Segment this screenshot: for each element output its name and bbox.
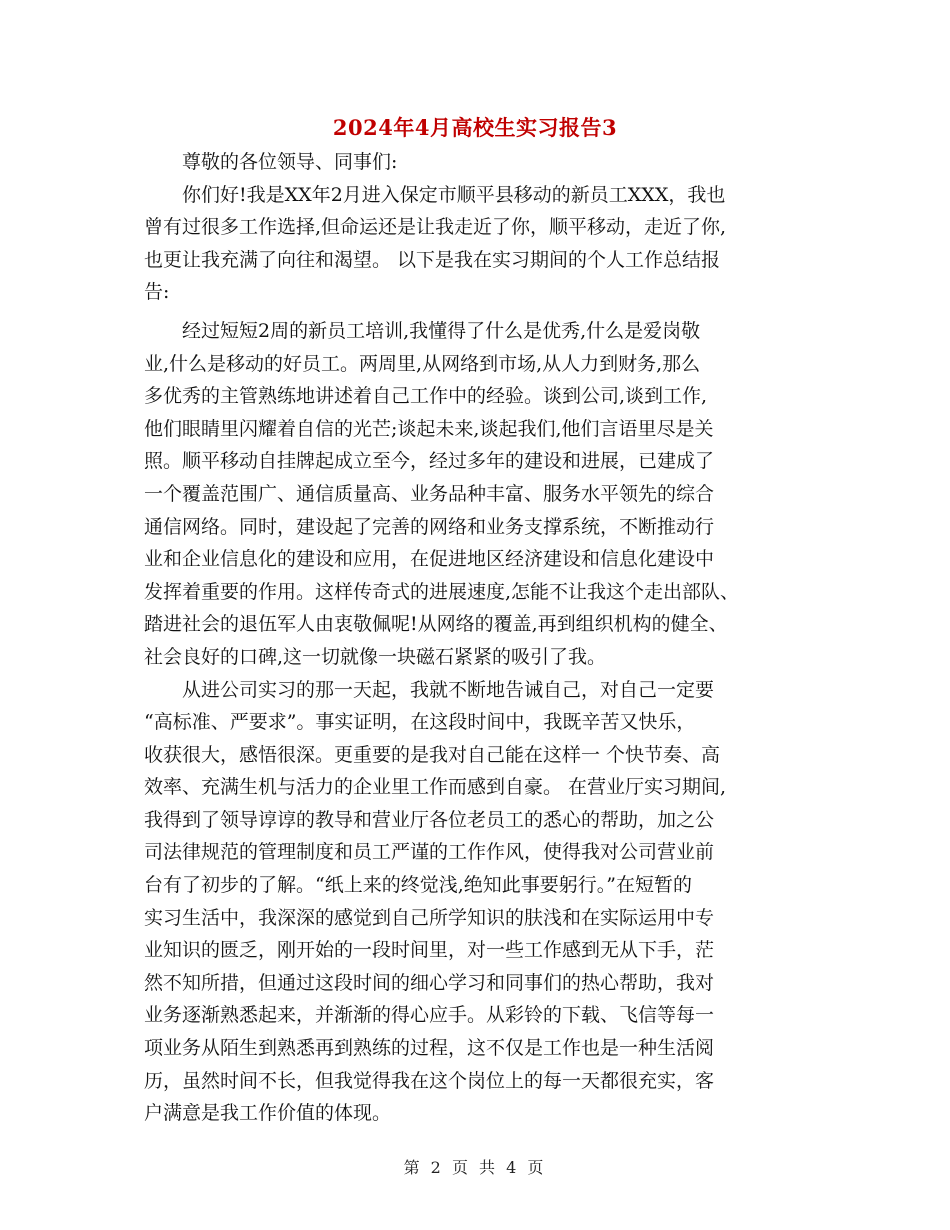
text-line: 通信网络。同时，建设起了完善的网络和业务支撑系统，不断推动行 — [144, 515, 715, 538]
text-line: 你们好!我是XX年2月进入保定市顺平县移动的新员工XXX，我也 — [182, 183, 726, 206]
text-line: 他们眼睛里闪耀着自信的光芒;谈起未来,谈起我们,他们言语里尽是关 — [144, 417, 714, 440]
text-line: 实习生活中，我深深的感觉到自己所学知识的肤浅和在实际运用中专 — [144, 906, 715, 929]
paragraph-training — [144, 315, 814, 674]
text-line: 效率、充满生机与活力的企业里工作而感到自豪。 在营业厅实习期间, — [144, 776, 727, 799]
text-line: 业知识的匮乏，刚开始的一段时间里，对一些工作感到无从下手，茫 — [144, 939, 715, 962]
document-title: 2024年4月高校生实习报告3 — [332, 115, 618, 140]
text-line: 从进公司实习的那一天起，我就不断地告诫自己，对自己一定要 — [182, 678, 715, 701]
text-line: 我得到了领导谆谆的教导和营业厅各位老员工的悉心的帮助，加之公 — [144, 808, 715, 831]
text-line: 项业务从陌生到熟悉再到熟练的过程，这不仅是工作也是一种生活阅 — [144, 1037, 715, 1060]
paragraph-salutation — [144, 146, 814, 179]
text-line: 经过短短2周的新员工培训,我懂得了什么是优秀,什么是爱岗敬 — [182, 319, 701, 342]
text-line: 一个覆盖范围广、通信质量高、业务品种丰富、服务水平领先的综合 — [144, 482, 715, 505]
text-line: “高标准、严要求”。事实证明，在这段时间中，我既辛苦又快乐， — [144, 711, 696, 734]
text-line: 历，虽然时间不长，但我觉得我在这个岗位上的每一天都很充实，客 — [144, 1069, 715, 1092]
text-line: 然不知所措，但通过这段时间的细心学习和同事们的热心帮助，我对 — [144, 971, 715, 994]
text-line: 业和企业信息化的建设和应用，在促进地区经济建设和信息化建设中 — [144, 548, 715, 571]
text-line: 收获很大，感悟很深。更重要的是我对自己能在这样一 个快节奏、高 — [144, 743, 721, 766]
paragraph-intro — [144, 179, 814, 309]
paragraph-internship — [144, 674, 814, 1130]
document-body — [144, 146, 814, 1130]
text-line: 发挥着重要的作用。这样传奇式的进展速度,怎能不让我这个走出部队、 — [144, 580, 740, 603]
text-line: 台有了初步的了解。“纸上来的终觉浅,绝知此事要躬行。”在短暂的 — [144, 874, 692, 897]
text-line: 踏进社会的退伍军人由衷敬佩呢!从网络的覆盖,再到组织机构的健全、 — [144, 613, 728, 636]
page-footer: 第 2 页 共 4 页 — [403, 1158, 547, 1177]
text-line: 司法律规范的管理制度和员工严谨的工作作风，使得我对公司营业前 — [144, 841, 715, 864]
text-line: 告: — [144, 281, 170, 304]
text-line: 户满意是我工作价值的体现。 — [144, 1102, 392, 1125]
text-line: 业,什么是移动的好员工。两周里,从网络到市场,从人力到财务,那么 — [144, 352, 701, 375]
text-line: 曾有过很多工作选择,但命运还是让我走近了你，顺平移动，走近了你, — [144, 216, 727, 239]
text-line: 也更让我充满了向往和渴望。 以下是我在实习期间的个人工作总结报 — [144, 248, 721, 271]
text-line: 多优秀的主管熟练地讲述着自己工作中的经验。谈到公司,谈到工作, — [144, 385, 708, 408]
text-line: 照。顺平移动自挂牌起成立至今，经过多年的建设和进展，已建成了 — [144, 450, 715, 473]
text-line: 尊敬的各位领导、同事们: — [182, 151, 398, 173]
text-line: 业务逐渐熟悉起来，并渐渐的得心应手。从彩铃的下载、飞信等每一 — [144, 1004, 715, 1027]
text-line: 社会良好的口碑,这一切就像一块磁石紧紧的吸引了我。 — [144, 645, 607, 668]
